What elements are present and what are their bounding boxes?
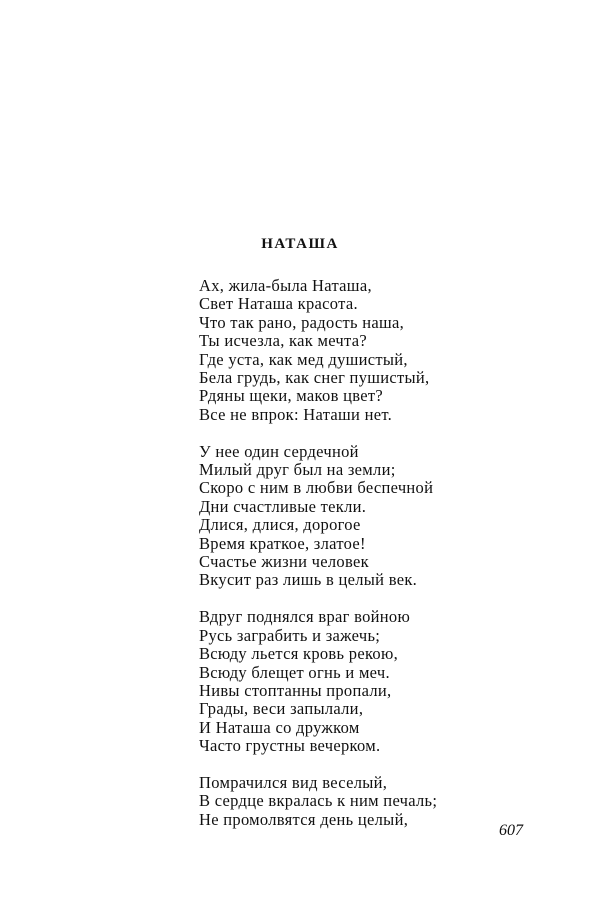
poem-line: Не промолвятся день целый, <box>199 809 409 829</box>
poem-line: Вдруг поднялся враг войною <box>199 607 411 627</box>
poem-line: Свет Наташа красота. <box>199 294 358 314</box>
poem-body <box>199 277 437 829</box>
poem-line: У нее один сердечной <box>199 441 359 461</box>
poem-line: Длися, длися, дорогое <box>199 515 361 535</box>
stanza-1 <box>199 277 437 424</box>
poem-line: Ты исчезла, как мечта? <box>199 331 367 351</box>
poem-line: Грады, веси запылали, <box>199 699 364 719</box>
poem-line: Нивы стоптанны пропали, <box>199 680 392 700</box>
poem-line: Русь заграбить и зажечь; <box>199 625 381 645</box>
poem-line: В сердце вкралась к ним печаль; <box>199 791 438 811</box>
poem-line: Помрачился вид веселый, <box>199 772 388 792</box>
poem-line: Дни счастливые текли. <box>199 496 367 516</box>
stanza-2 <box>199 443 437 590</box>
poem-line: Счастье жизни человек <box>199 552 369 572</box>
page-number: 607 <box>499 822 523 839</box>
poem-line: Всюду блещет огнь и меч. <box>199 662 390 682</box>
poem-line: И Наташа со дружком <box>199 717 360 737</box>
poem-line: Бела грудь, как снег пушистый, <box>199 368 430 388</box>
poem-line: Часто грустны вечерком. <box>199 736 381 756</box>
stanza-3 <box>199 608 437 755</box>
poem-line: Рдяны щеки, маков цвет? <box>199 386 383 406</box>
poem-line: Все не впрок: Наташи нет. <box>199 404 393 424</box>
poem-line: Ах, жила-была Наташа, <box>199 276 372 295</box>
poem-line: Где уста, как мед душистый, <box>199 349 408 369</box>
poem-line: Время краткое, златое! <box>199 533 366 553</box>
poem-line: Скоро с ним в любви беспечной <box>199 478 434 498</box>
stanza-4 <box>199 774 437 829</box>
poem-title: НАТАША <box>261 236 339 252</box>
poem-line: Милый друг был на земли; <box>199 460 396 480</box>
poem-line: Что так рано, радость наша, <box>199 312 405 332</box>
poem-line: Всюду льется кровь рекою, <box>199 644 399 664</box>
poem-line: Вкусит раз лишь в целый век. <box>199 570 418 590</box>
